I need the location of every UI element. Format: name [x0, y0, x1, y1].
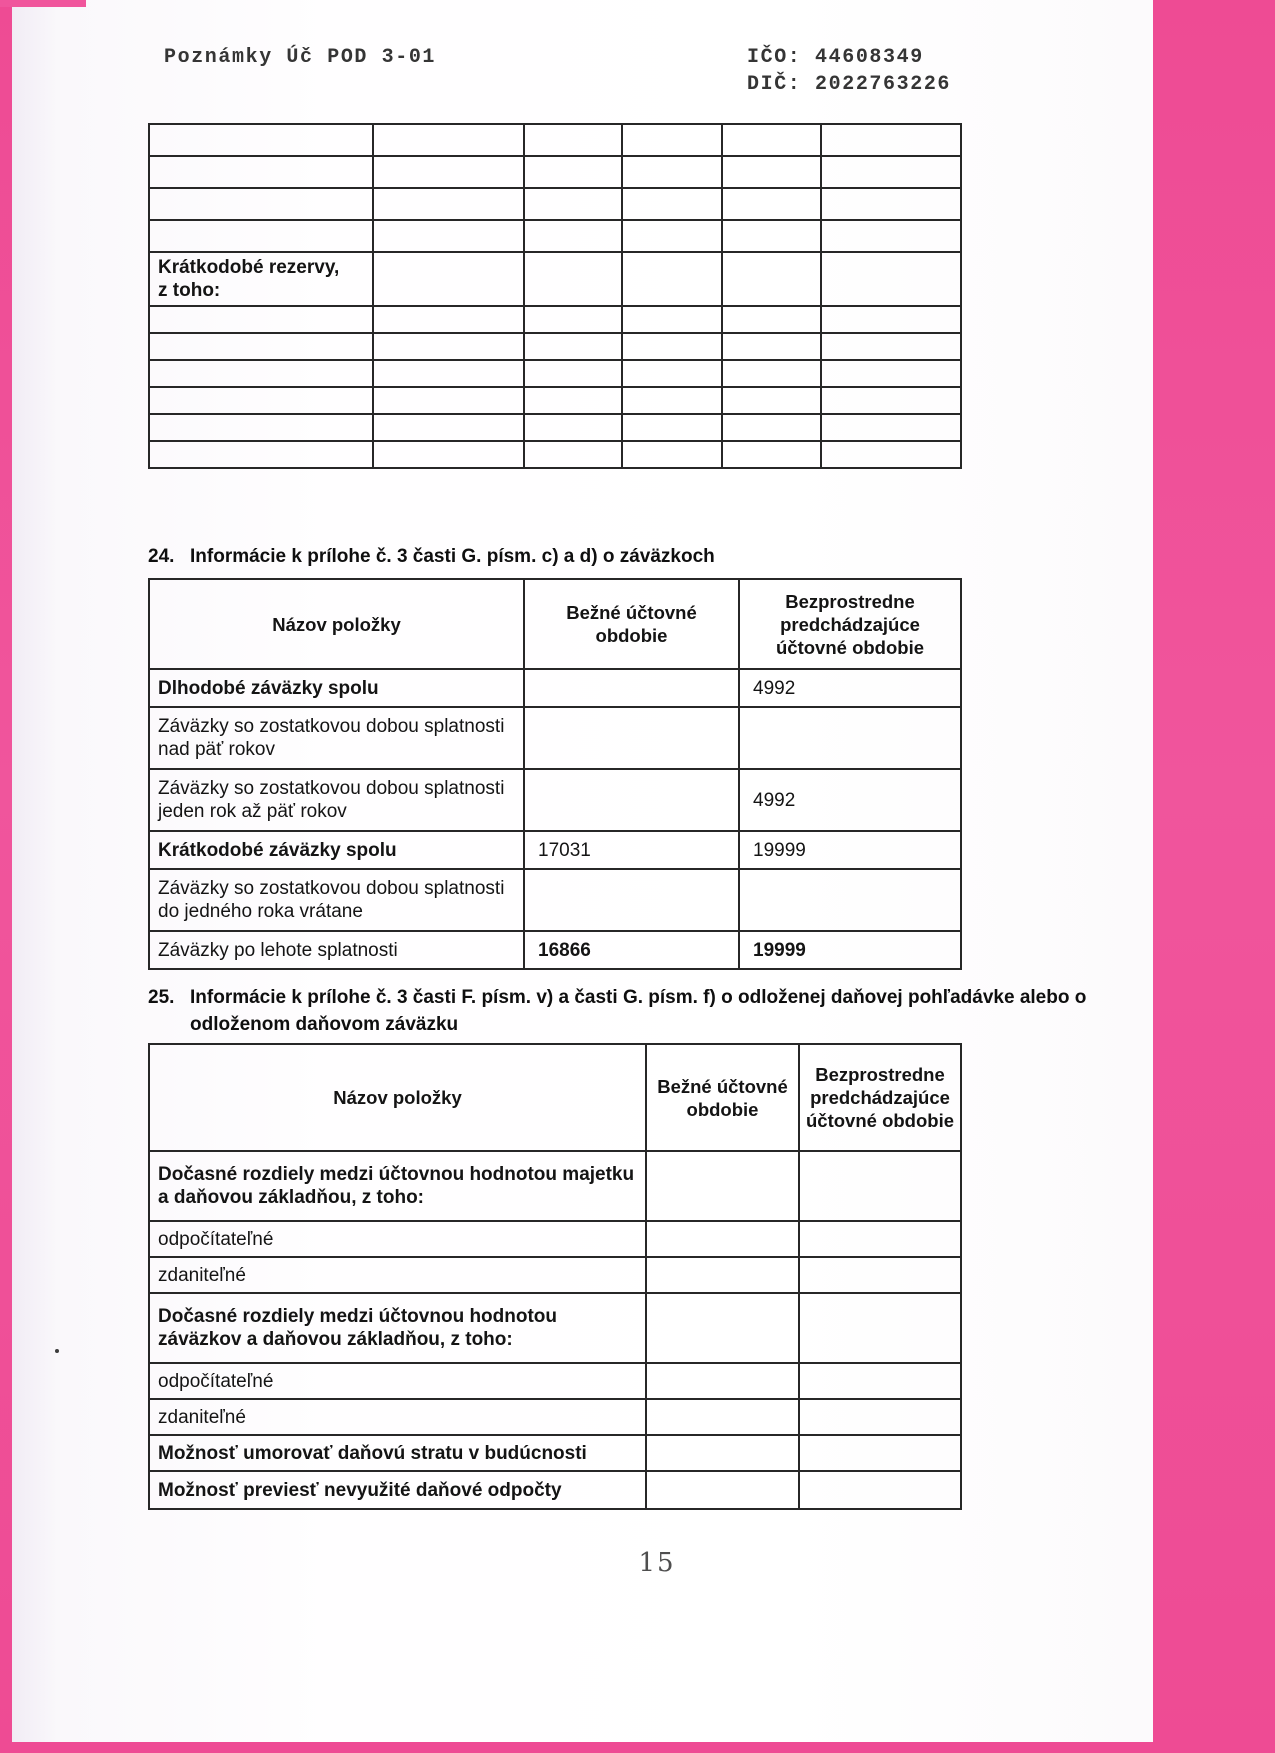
column-header-nazov-polozky: Názov položky [149, 1044, 646, 1151]
section-24-title-line: Informácie k prílohe č. 3 časti G. písm. c) a d) o záväzkoch [190, 546, 715, 567]
empty-cell [821, 306, 961, 333]
empty-cell [524, 252, 622, 306]
row-label: Dočasné rozdiely medzi účtovnou hodnotou majetku a daňovou základňou, z toho: [149, 1151, 646, 1221]
dic-line: DIČ: 2022763226 [747, 73, 952, 96]
empty-cell [524, 156, 622, 188]
empty-cell [373, 220, 524, 252]
empty-cell [622, 124, 722, 156]
column-header-bezne-obdobie: Bežné účtovné obdobie [646, 1044, 799, 1151]
section-25-title [148, 984, 1086, 1038]
value-previous: 19999 [739, 931, 961, 969]
empty-cell [722, 360, 821, 387]
empty-cell [622, 360, 722, 387]
section-25-title-text [190, 984, 1086, 1038]
empty-value-cell [799, 1399, 961, 1435]
row-label: Možnosť umorovať daňovú stratu v budúcnosti [149, 1435, 646, 1471]
empty-cell [524, 306, 622, 333]
empty-cell [149, 188, 373, 220]
empty-value-cell [646, 1471, 799, 1509]
empty-value-cell [646, 1257, 799, 1293]
column-header-predchadzajuce-obdobie: Bezprostredne predchádzajúce účtovné obdobie [799, 1044, 961, 1151]
empty-cell [622, 387, 722, 414]
row-label: zdaniteľné [149, 1257, 646, 1293]
empty-cell [524, 387, 622, 414]
empty-cell [722, 414, 821, 441]
row-label: Záväzky so zostatkovou dobou splatnosti nad päť rokov [149, 707, 524, 769]
empty-value-cell [799, 1151, 961, 1221]
empty-cell [622, 252, 722, 306]
empty-cell [722, 124, 821, 156]
value-current [524, 669, 739, 707]
empty-cell [373, 124, 524, 156]
row-label: Dlhodobé záväzky spolu [149, 669, 524, 707]
form-title: Poznámky Úč POD 3-01 [164, 46, 437, 69]
empty-value-cell [646, 1293, 799, 1363]
empty-cell [821, 414, 961, 441]
row-label: Záväzky so zostatkovou dobou splatnosti jeden rok až päť rokov [149, 769, 524, 831]
row-label: odpočítateľné [149, 1363, 646, 1399]
empty-value-cell [799, 1221, 961, 1257]
empty-cell [622, 156, 722, 188]
empty-cell [722, 220, 821, 252]
empty-cell [622, 220, 722, 252]
empty-cell [373, 387, 524, 414]
empty-cell [149, 333, 373, 360]
empty-cell [622, 333, 722, 360]
row-label-kratkodobe-rezervy [149, 252, 373, 306]
empty-value-cell [799, 1435, 961, 1471]
empty-cell [373, 333, 524, 360]
value-current: 16866 [524, 931, 739, 969]
empty-cell [149, 156, 373, 188]
row-label: zdaniteľné [149, 1399, 646, 1435]
empty-cell [149, 306, 373, 333]
column-header-predchadzajuce-obdobie: Bezprostredne predchádzajúce účtovné obdobie [739, 579, 961, 669]
empty-value-cell [799, 1293, 961, 1363]
deferred-tax-table [148, 1043, 962, 1510]
row-label: Možnosť previesť nevyužité daňové odpočty [149, 1471, 646, 1509]
empty-value-cell [646, 1151, 799, 1221]
empty-value-cell [646, 1399, 799, 1435]
row-label: Krátkodobé záväzky spolu [149, 831, 524, 869]
empty-cell [622, 306, 722, 333]
empty-cell [524, 414, 622, 441]
section-24-title-text [190, 543, 715, 570]
empty-value-cell [646, 1221, 799, 1257]
value-current [524, 769, 739, 831]
value-current [524, 869, 739, 931]
empty-cell [722, 441, 821, 468]
value-previous [739, 869, 961, 931]
empty-cell [622, 188, 722, 220]
value-previous [739, 707, 961, 769]
empty-cell [149, 441, 373, 468]
empty-cell [524, 220, 622, 252]
empty-value-cell [646, 1435, 799, 1471]
empty-cell [722, 306, 821, 333]
column-header-bezne-obdobie: Bežné účtovné obdobie [524, 579, 739, 669]
company-ids [747, 44, 951, 98]
empty-cell [821, 441, 961, 468]
empty-cell [373, 252, 524, 306]
empty-value-cell [799, 1363, 961, 1399]
short-term-reserves-table [148, 123, 962, 469]
value-current: 17031 [524, 831, 739, 869]
empty-cell [722, 156, 821, 188]
value-previous: 4992 [739, 669, 961, 707]
ico-line: IČO: 44608349 [747, 46, 924, 69]
row-label: Záväzky po lehote splatnosti [149, 931, 524, 969]
empty-cell [149, 124, 373, 156]
page-number: 15 [638, 1548, 676, 1578]
empty-cell [524, 333, 622, 360]
section-25-title-line-1: Informácie k prílohe č. 3 časti F. písm. v) a časti G. písm. f) o odloženej daňovej pohľadávke alebo o [190, 987, 1087, 1008]
empty-cell [622, 441, 722, 468]
empty-cell [149, 220, 373, 252]
section-25-title-line-2: odloženom daňovom záväzku [190, 1014, 459, 1035]
empty-cell [821, 188, 961, 220]
empty-cell [821, 124, 961, 156]
document-page [12, 0, 1153, 1742]
empty-cell [149, 387, 373, 414]
empty-cell [149, 360, 373, 387]
empty-cell [373, 188, 524, 220]
section-24-title [148, 543, 715, 570]
empty-cell [524, 360, 622, 387]
row-label: Záväzky so zostatkovou dobou splatnosti do jedného roka vrátane [149, 869, 524, 931]
empty-cell [373, 156, 524, 188]
value-current [524, 707, 739, 769]
empty-cell [821, 333, 961, 360]
empty-cell [373, 414, 524, 441]
empty-value-cell [799, 1471, 961, 1509]
empty-cell [821, 252, 961, 306]
empty-cell [821, 387, 961, 414]
scan-artifact-dot [55, 1349, 59, 1353]
value-previous: 4992 [739, 769, 961, 831]
empty-cell [524, 441, 622, 468]
empty-cell [821, 220, 961, 252]
section-25-number: 25. [148, 987, 175, 1008]
liabilities-table [148, 578, 962, 970]
empty-cell [722, 188, 821, 220]
section-24-number: 24. [148, 546, 175, 567]
row-label: odpočítateľné [149, 1221, 646, 1257]
row-label: Dočasné rozdiely medzi účtovnou hodnotou záväzkov a daňovou základňou, z toho: [149, 1293, 646, 1363]
empty-cell [722, 387, 821, 414]
label-line-2: z toho: [158, 280, 221, 301]
empty-cell [524, 188, 622, 220]
empty-cell [373, 306, 524, 333]
empty-value-cell [799, 1257, 961, 1293]
empty-value-cell [646, 1363, 799, 1399]
empty-cell [149, 414, 373, 441]
scan-edge-artifact [0, 0, 86, 7]
empty-cell [373, 441, 524, 468]
empty-cell [524, 124, 622, 156]
column-header-nazov-polozky: Názov položky [149, 579, 524, 669]
empty-cell [722, 252, 821, 306]
empty-cell [821, 360, 961, 387]
empty-cell [821, 156, 961, 188]
label-line-1: Krátkodobé rezervy, [158, 257, 340, 278]
empty-cell [722, 333, 821, 360]
empty-cell [373, 360, 524, 387]
value-previous: 19999 [739, 831, 961, 869]
empty-cell [622, 414, 722, 441]
